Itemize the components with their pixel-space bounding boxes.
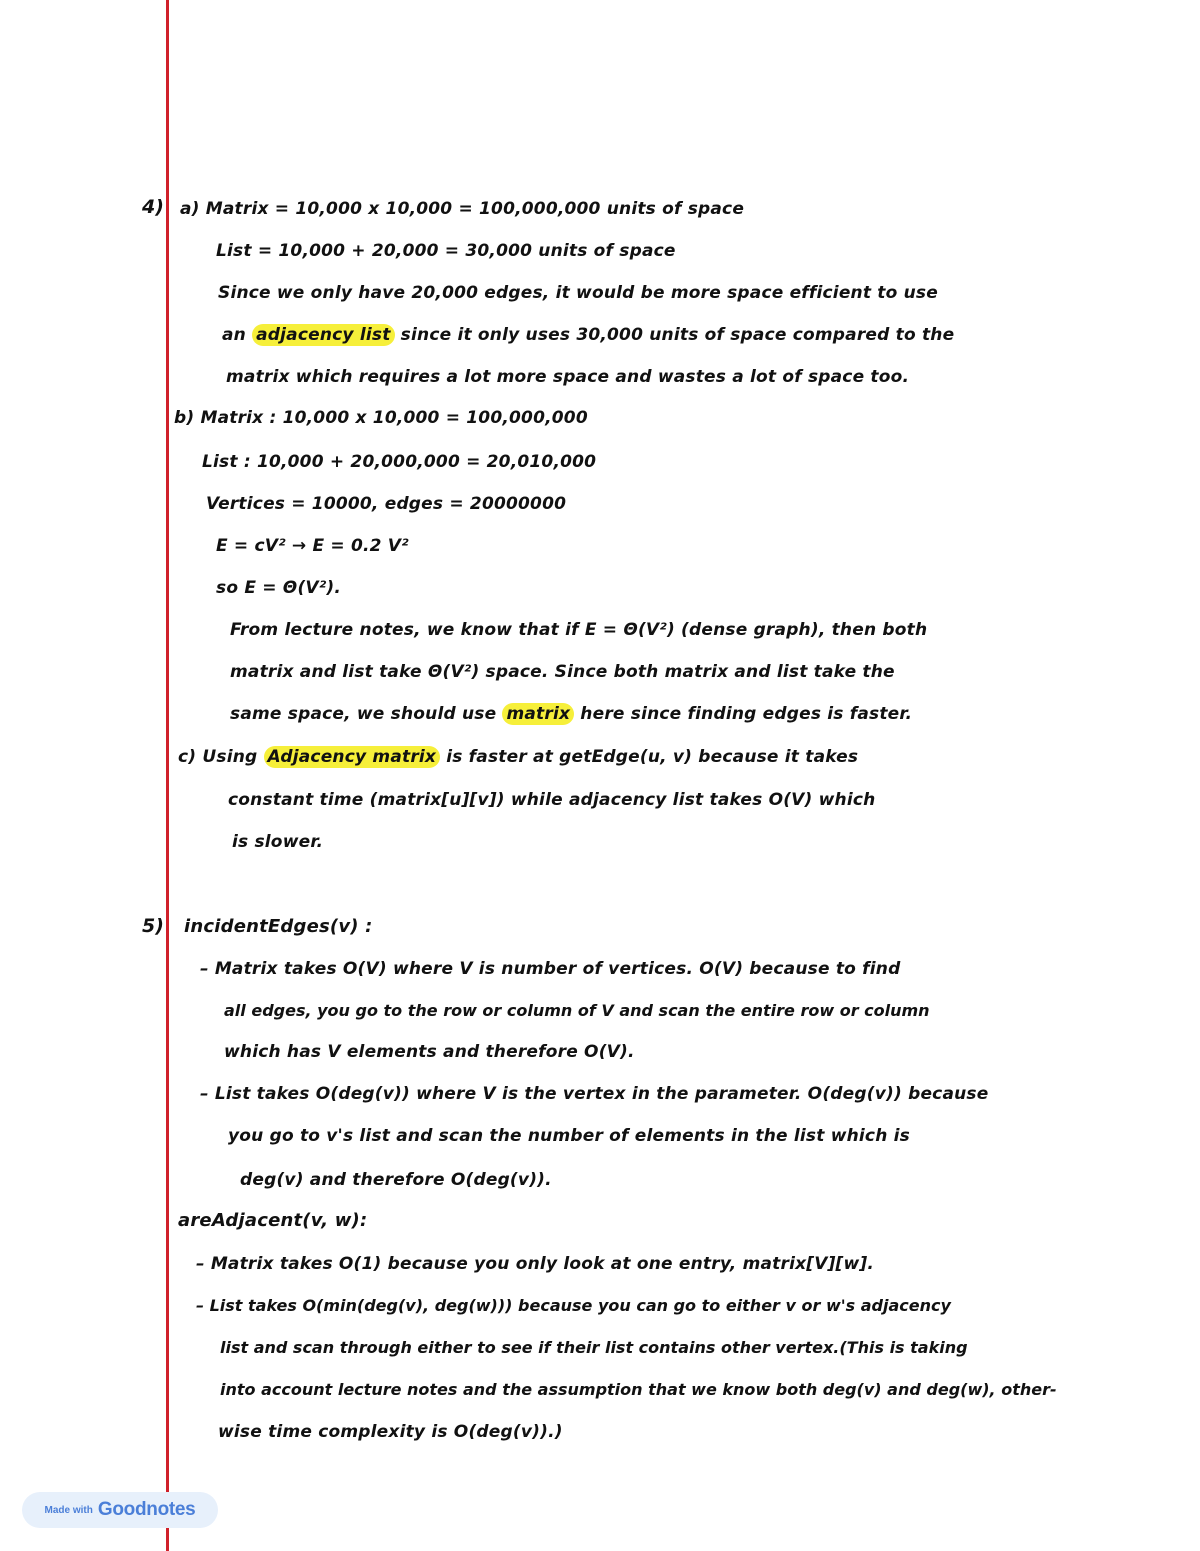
answer-4a-list-line: List = 10,000 + 20,000 = 30,000 units of space bbox=[216, 241, 676, 261]
incident-edges-line-3: which has V elements and therefore O(V). bbox=[224, 1042, 635, 1062]
answer-4b-explanation-2: matrix and list take Θ(V²) space. Since both matrix and list take the bbox=[230, 662, 895, 682]
are-adjacent-line-4: into account lecture notes and the assumption that we know both deg(v) and deg(w), other- bbox=[220, 1380, 1057, 1399]
incident-edges-line-4: – List takes O(deg(v)) where V is the vertex in the parameter. O(deg(v)) because bbox=[200, 1084, 989, 1104]
heading-are-adjacent: areAdjacent(v, w): bbox=[178, 1210, 368, 1231]
are-adjacent-line-3: list and scan through either to see if their list contains other vertex.(This is taking bbox=[220, 1338, 968, 1357]
text-segment: here since finding edges is faster. bbox=[580, 704, 913, 724]
answer-4b-list-line: List : 10,000 + 20,000,000 = 20,010,000 bbox=[202, 452, 597, 472]
margin-line bbox=[166, 0, 169, 1551]
incident-edges-line-1: – Matrix takes O(V) where V is number of vertices. O(V) because to find bbox=[200, 959, 901, 979]
question-number-5: 5) bbox=[142, 915, 164, 937]
goodnotes-badge bbox=[22, 1492, 218, 1528]
answer-4b-counts-line: Vertices = 10000, edges = 20000000 bbox=[206, 494, 567, 514]
are-adjacent-line-1: – Matrix takes O(1) because you only look at one entry, matrix[V][w]. bbox=[196, 1254, 875, 1274]
are-adjacent-line-2: – List takes O(min(deg(v), deg(w))) because you can go to either v or w's adjacency bbox=[196, 1296, 951, 1315]
answer-4b-explanation-1: From lecture notes, we know that if E = Θ(V²) (dense graph), then both bbox=[230, 620, 928, 640]
are-adjacent-line-5: wise time complexity is O(deg(v)).) bbox=[218, 1422, 563, 1442]
answer-4b-matrix-line: b) Matrix : 10,000 x 10,000 = 100,000,000 bbox=[174, 408, 588, 428]
answer-4c-line-3: is slower. bbox=[232, 832, 324, 852]
answer-4a-matrix-line: a) Matrix = 10,000 x 10,000 = 100,000,000 units of space bbox=[180, 199, 745, 219]
goodnotes-brand: Goodnotes bbox=[97, 1499, 196, 1520]
text-segment: c) Using bbox=[178, 747, 258, 767]
answer-4a-explanation-1: Since we only have 20,000 edges, it would be more space efficient to use bbox=[218, 283, 938, 303]
answer-4c-line-1 bbox=[178, 743, 858, 771]
made-with-label: Made with bbox=[44, 1504, 93, 1516]
highlight-matrix: matrix bbox=[502, 703, 574, 725]
question-number-4: 4) bbox=[142, 196, 164, 218]
incident-edges-line-2: all edges, you go to the row or column of V and scan the entire row or column bbox=[224, 1001, 930, 1020]
text-segment: is faster at getEdge(u, v) because it takes bbox=[446, 747, 859, 767]
answer-4a-explanation-2 bbox=[222, 321, 954, 349]
text-segment: since it only uses 30,000 units of space compared to the bbox=[400, 325, 955, 345]
answer-4a-explanation-3: matrix which requires a lot more space and wastes a lot of space too. bbox=[226, 367, 910, 387]
incident-edges-line-6: deg(v) and therefore O(deg(v)). bbox=[240, 1170, 552, 1190]
text-segment: same space, we should use bbox=[230, 704, 497, 724]
heading-incident-edges: incidentEdges(v) : bbox=[184, 916, 373, 937]
text-segment: an bbox=[222, 325, 246, 345]
highlight-adjacency-list: adjacency list bbox=[252, 324, 394, 346]
answer-4b-conclusion-line: so E = Θ(V²). bbox=[216, 578, 342, 598]
incident-edges-line-5: you go to v's list and scan the number of elements in the list which is bbox=[228, 1126, 910, 1146]
answer-4b-explanation-3 bbox=[230, 700, 912, 728]
highlight-adjacency-matrix: Adjacency matrix bbox=[264, 746, 441, 768]
answer-4c-line-2: constant time (matrix[u][v]) while adjacency list takes O(V) which bbox=[228, 790, 876, 810]
answer-4b-equation-line: E = cV² → E = 0.2 V² bbox=[216, 536, 409, 556]
